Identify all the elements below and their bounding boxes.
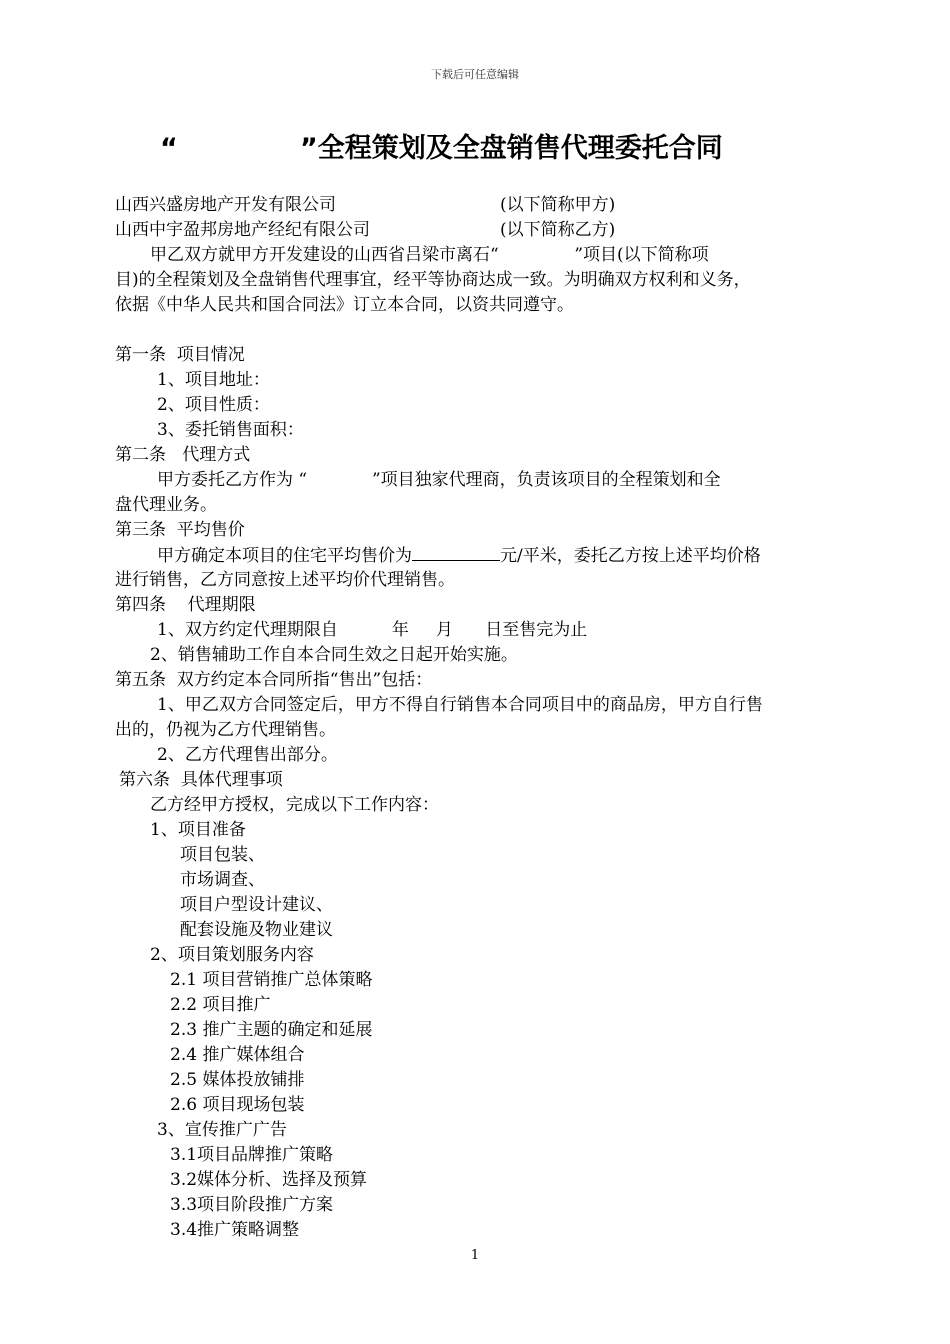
article-2-line-2: 盘代理业务。 <box>115 495 217 515</box>
section-2-item: 2.5 媒体投放铺排 <box>170 1070 305 1090</box>
section-3-item: 3.4推广策略调整 <box>170 1220 300 1240</box>
section-1-item: 项目包装、 <box>180 845 265 865</box>
article-5-item-1-line-1: 1、甲乙双方合同签定后，甲方不得自行销售本合同项目中的商品房，甲方自行售 <box>157 695 763 715</box>
section-3-item: 3.1项目品牌推广策略 <box>170 1145 334 1165</box>
article-3-title: 第三条 平均售价 <box>115 520 245 540</box>
article-4-title: 第四条 代理期限 <box>115 595 256 615</box>
section-3-title: 3、宣传推广广告 <box>157 1120 287 1140</box>
section-2-title: 2、项目策划服务内容 <box>150 945 314 965</box>
page-header-note: 下载后可任意编辑 <box>431 68 519 81</box>
section-2-item: 2.3 推广主题的确定和延展 <box>170 1020 373 1040</box>
section-3-item: 3.2媒体分析、选择及预算 <box>170 1170 368 1190</box>
article-5-item-1-line-2: 出的，仍视为乙方代理销售。 <box>115 720 336 740</box>
article-1-item-2: 2、项目性质： <box>157 395 270 415</box>
article-1-item-3: 3、委托销售面积： <box>157 420 304 440</box>
section-1-item: 项目户型设计建议、 <box>180 895 333 915</box>
intro-line-2: 目)的全程策划及全盘销售代理事宜，经平等协商达成一致。为明确双方权利和义务， <box>115 270 751 290</box>
price-blank <box>412 544 500 561</box>
article-3-line-1 <box>157 544 761 567</box>
article-1-item-1: 1、项目地址： <box>157 370 270 390</box>
article-3-line-2: 进行销售，乙方同意按上述平均价代理销售。 <box>115 570 455 590</box>
article-1-title: 第一条 项目情况 <box>115 345 245 365</box>
price-text-after: 元/平米，委托乙方按上述平均价格 <box>500 546 761 566</box>
section-1-item: 配套设施及物业建议 <box>180 920 333 940</box>
section-2-item: 2.6 项目现场包装 <box>170 1095 305 1115</box>
article-6-intro: 乙方经甲方授权，完成以下工作内容： <box>150 795 439 815</box>
section-2-item: 2.2 项目推广 <box>170 995 271 1015</box>
section-1-title: 1、项目准备 <box>150 820 246 840</box>
article-5-item-2: 2、乙方代理售出部分。 <box>157 745 338 765</box>
intro-line-3: 依据《中华人民共和国合同法》订立本合同，以资共同遵守。 <box>115 295 574 315</box>
article-4-item-2: 2、销售辅助工作自本合同生效之日起开始实施。 <box>150 645 518 665</box>
intro-line-1: 甲乙双方就甲方开发建设的山西省吕梁市离石“ ”项目(以下简称项 <box>150 245 709 265</box>
article-4-item-1: 1、双方约定代理期限自 年 月 日至售完为止 <box>157 620 588 640</box>
section-1-item: 市场调查、 <box>180 870 265 890</box>
contract-title: “ ”全程策划及全盘销售代理委托合同 <box>160 133 723 164</box>
party-a-note: (以下简称甲方) <box>500 195 616 215</box>
article-2-line-1: 甲方委托乙方作为 “ ”项目独家代理商，负责该项目的全程策划和全 <box>157 470 721 490</box>
section-3-item: 3.3项目阶段推广方案 <box>170 1195 334 1215</box>
article-5-title: 第五条 双方约定本合同所指“售出”包括： <box>115 670 433 690</box>
price-text-before: 甲方确定本项目的住宅平均售价为 <box>157 546 412 566</box>
section-2-item: 2.4 推广媒体组合 <box>170 1045 305 1065</box>
party-a-name: 山西兴盛房地产开发有限公司 <box>115 195 336 215</box>
article-2-title: 第二条 代理方式 <box>115 445 251 465</box>
article-6-title: 第六条 具体代理事项 <box>119 770 283 790</box>
section-2-item: 2.1 项目营销推广总体策略 <box>170 970 373 990</box>
party-b-name: 山西中宇盈邦房地产经纪有限公司 <box>115 220 370 240</box>
party-b-note: (以下简称乙方) <box>500 220 616 240</box>
page-number: 1 <box>470 1248 480 1263</box>
